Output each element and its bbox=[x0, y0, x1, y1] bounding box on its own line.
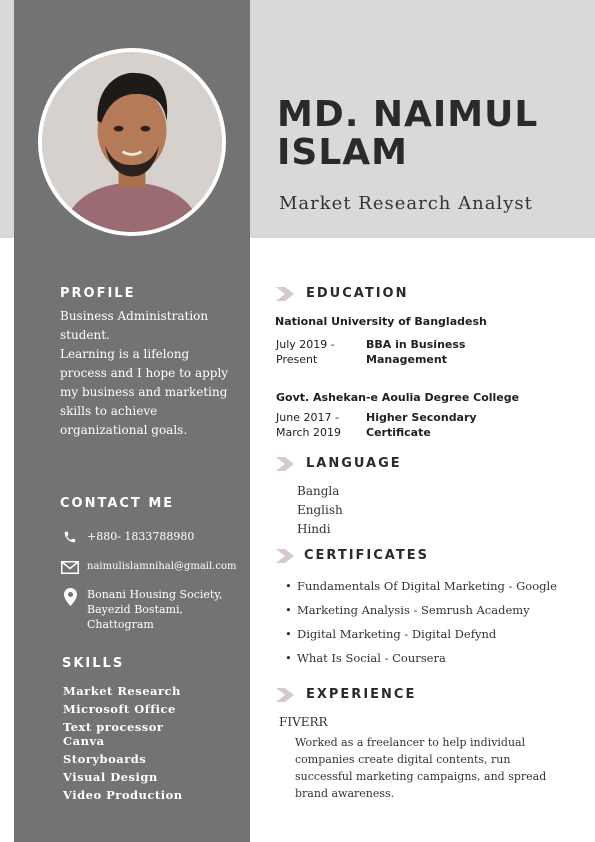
certificates-list bbox=[285, 574, 590, 670]
profile-line-1: Business Administration student. bbox=[60, 309, 209, 342]
education-degree: Higher Secondary Certificate bbox=[366, 411, 477, 439]
certificates-heading bbox=[276, 548, 429, 563]
contact-address-row bbox=[60, 587, 240, 632]
certificate-item: • What Is Social - Coursera bbox=[285, 646, 590, 670]
envelope-icon bbox=[60, 559, 80, 575]
profile-photo bbox=[38, 48, 226, 236]
skill-item: Market Research bbox=[63, 684, 181, 698]
education-heading bbox=[276, 286, 408, 301]
education-school: Govt. Ashekan-e Aoulia Degree College bbox=[276, 391, 520, 404]
profile-text bbox=[60, 307, 230, 440]
candidate-name: MD. NAIMUL ISLAM bbox=[277, 94, 539, 173]
education-row bbox=[276, 410, 496, 440]
contact-phone-row bbox=[60, 529, 194, 545]
profile-heading: PROFILE bbox=[60, 286, 136, 301]
education-school: National University of Bangladesh bbox=[275, 315, 487, 328]
contact-address: Bonani Housing Society, Bayezid Bostami, Chattogram bbox=[87, 588, 223, 631]
contact-phone: +880- 1833788980 bbox=[87, 530, 195, 543]
chevron-right-icon bbox=[276, 688, 296, 702]
education-row bbox=[276, 337, 496, 367]
education-dates: June 2017 - March 2019 bbox=[276, 411, 342, 439]
experience-heading bbox=[276, 687, 416, 702]
contact-heading: CONTACT ME bbox=[60, 496, 175, 511]
contact-email-row bbox=[60, 559, 236, 575]
language-heading bbox=[276, 456, 402, 471]
profile-line-2: Learning is a lifelong process and I hope to apply my business and marketing skills to achieve organizational goals. bbox=[60, 347, 229, 437]
skill-item: Visual Design bbox=[63, 770, 158, 784]
certificates-heading-label: CERTIFICATES bbox=[304, 548, 429, 563]
skills-list bbox=[63, 684, 243, 806]
skill-item: Microsoft Office bbox=[63, 702, 176, 716]
phone-icon bbox=[60, 529, 80, 545]
language-heading-label: LANGUAGE bbox=[306, 456, 402, 471]
certificate-item: • Fundamentals Of Digital Marketing - Google bbox=[285, 574, 590, 598]
language-item: Bangla bbox=[297, 484, 340, 498]
skill-item: Video Production bbox=[63, 788, 183, 802]
experience-heading-label: EXPERIENCE bbox=[306, 687, 417, 702]
job-title: Market Research Analyst bbox=[279, 193, 533, 214]
language-item: English bbox=[297, 503, 343, 517]
location-pin-icon bbox=[60, 587, 80, 607]
portrait-illustration bbox=[42, 52, 222, 232]
skill-item: Text processor Canva bbox=[63, 720, 164, 748]
skill-item: Storyboards bbox=[63, 752, 147, 766]
education-degree: BBA in Business Management bbox=[366, 338, 466, 366]
certificate-item: • Digital Marketing - Digital Defynd bbox=[285, 622, 590, 646]
experience-description: Worked as a freelancer to help individual companies create digital contents, run successful marketing campaigns, and spread brand awareness. bbox=[295, 736, 547, 800]
education-heading-label: EDUCATION bbox=[306, 286, 409, 301]
chevron-right-icon bbox=[276, 287, 296, 301]
chevron-right-icon bbox=[276, 549, 296, 563]
experience-company: FIVERR bbox=[279, 715, 328, 729]
language-list bbox=[297, 482, 343, 539]
skills-heading: SKILLS bbox=[62, 656, 125, 671]
education-dates: July 2019 - Present bbox=[276, 338, 335, 366]
language-item: Hindi bbox=[297, 522, 331, 536]
chevron-right-icon bbox=[276, 457, 296, 471]
certificate-item: • Marketing Analysis - Semrush Academy bbox=[285, 598, 590, 622]
contact-email[interactable]: naimulislamnihal@gmail.com bbox=[87, 561, 237, 572]
